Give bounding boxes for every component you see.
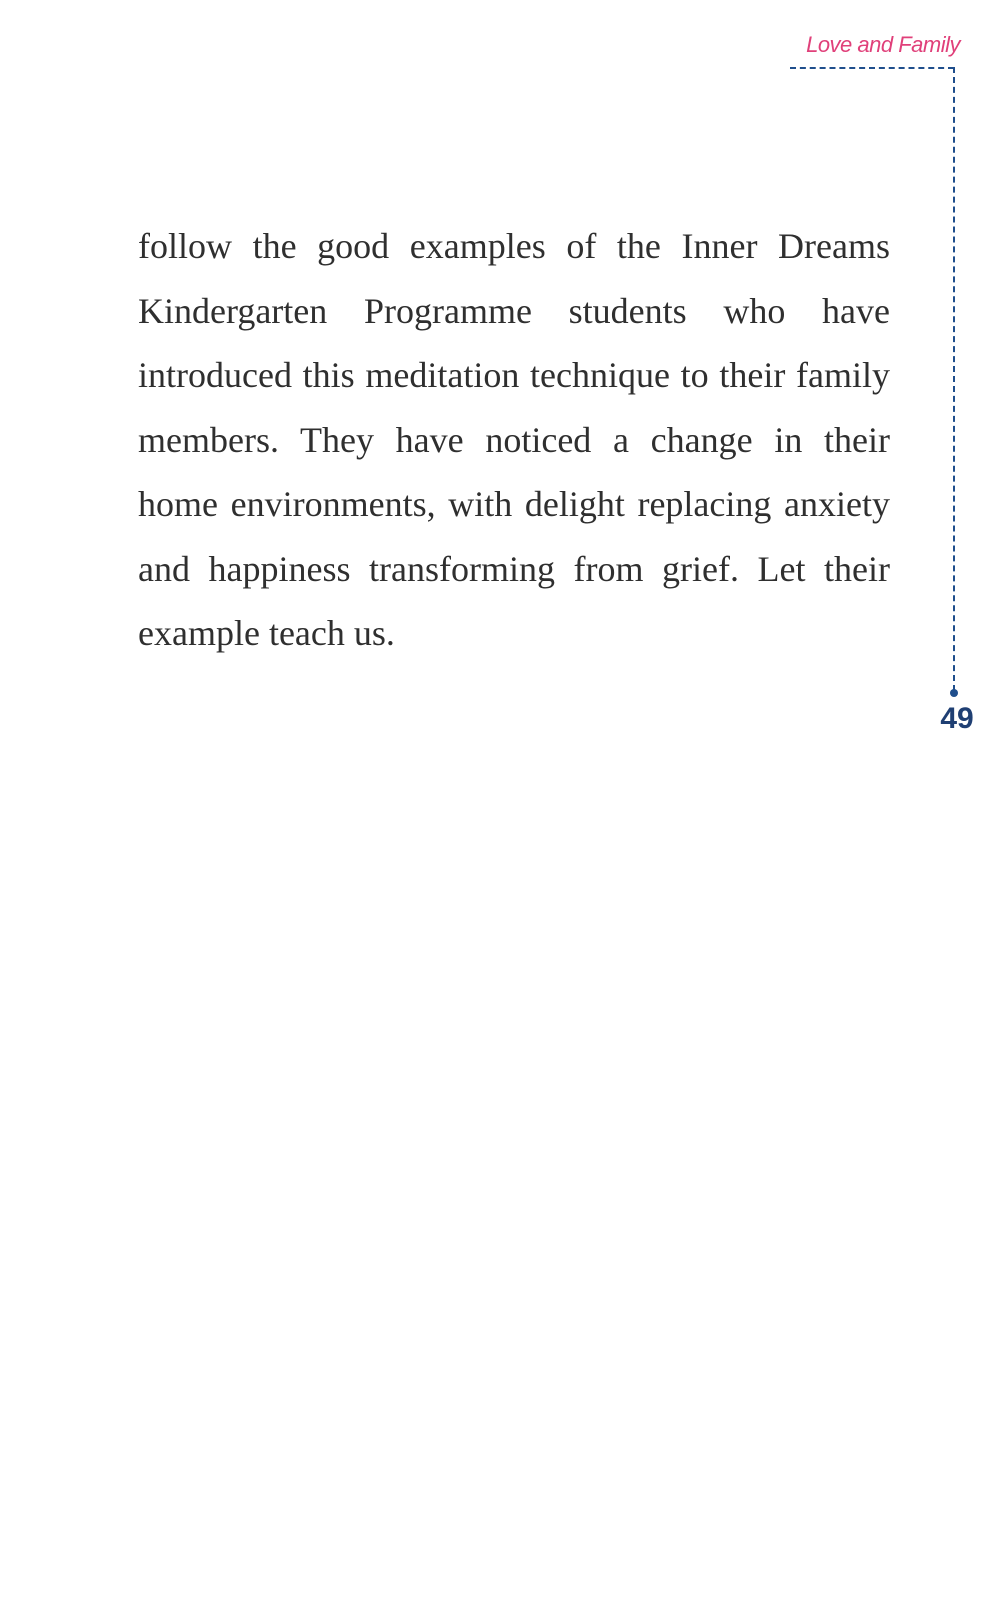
rule-end-dot	[950, 689, 958, 697]
page-number: 49	[940, 702, 974, 735]
side-dashed-rule	[953, 67, 955, 691]
body-paragraph: follow the good examples of the Inner Dreams Kindergarten Programme students who have introduced this meditation technique to their family members. They have noticed a change in their home environments, with delight replacing anxiety and happiness transforming from grief. Let their example teach us.	[138, 226, 890, 653]
running-header: Love and Family	[806, 32, 960, 57]
header-dashed-rule	[790, 67, 954, 69]
